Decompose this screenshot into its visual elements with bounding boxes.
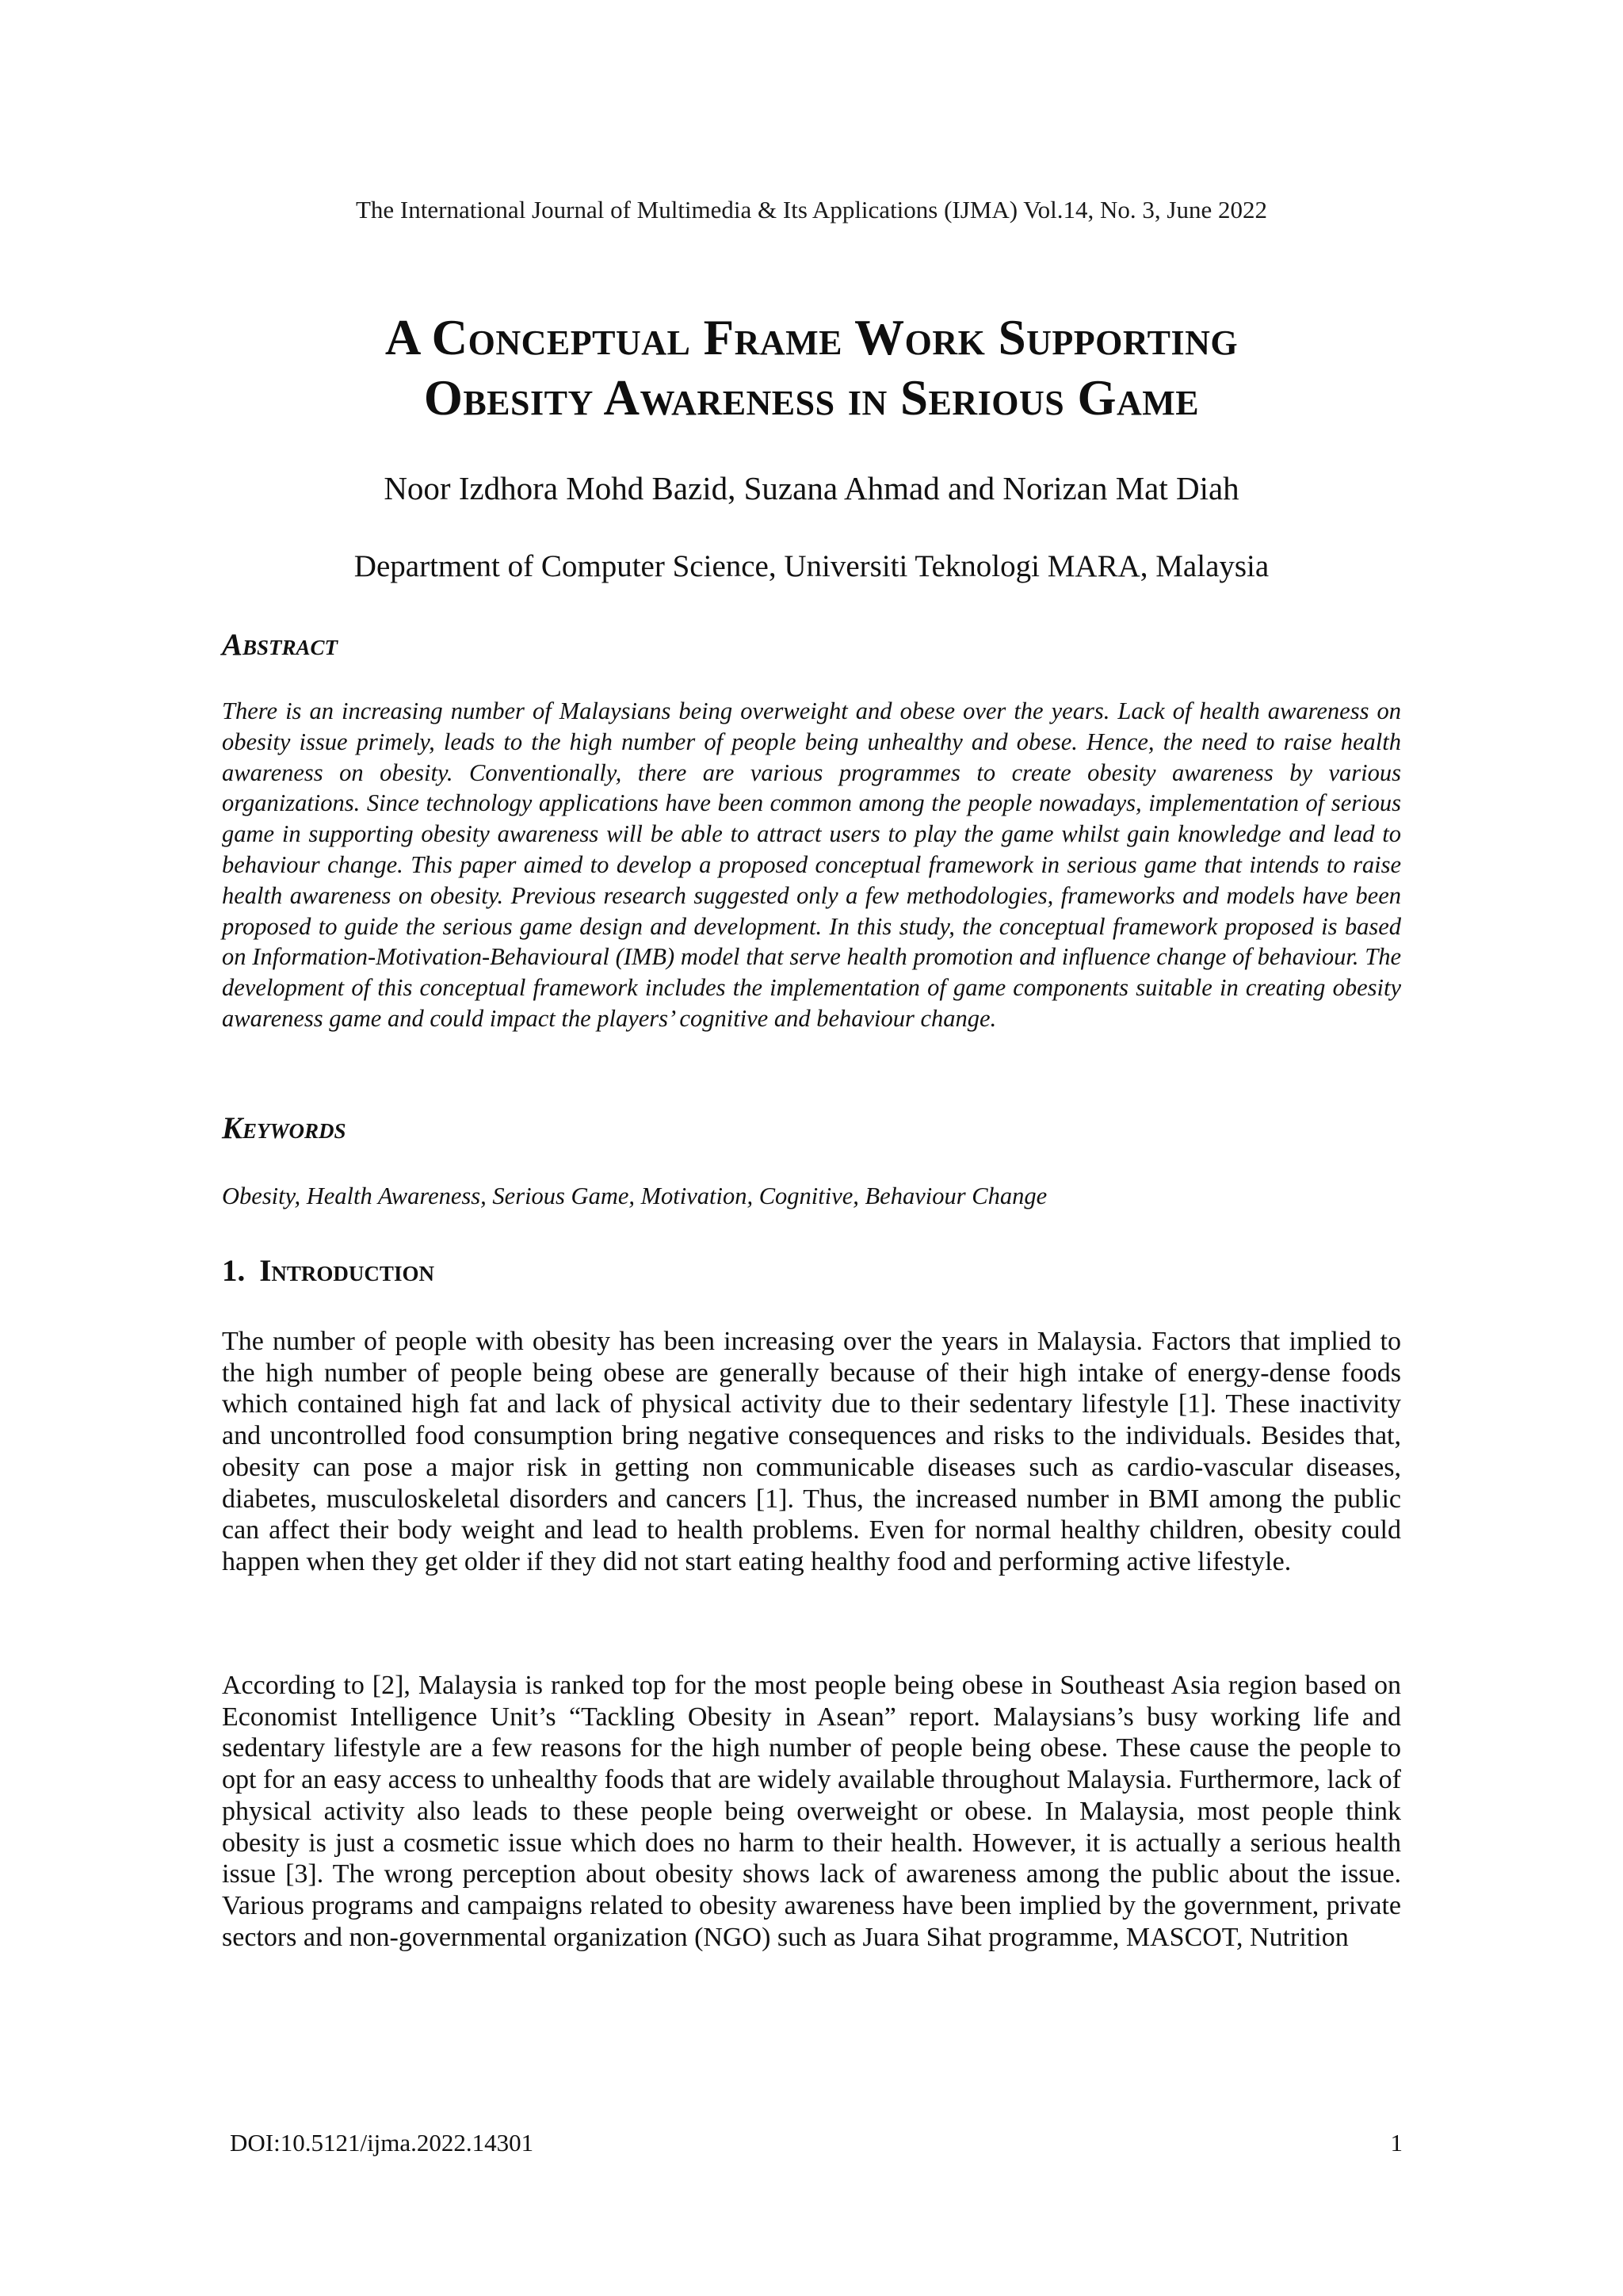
paper-title-line-1: A Conceptual Frame Work Supporting <box>384 310 1239 365</box>
author-list: Noor Izdhora Mohd Bazid, Suzana Ahmad and Norizan Mat Diah <box>384 470 1239 506</box>
author-affiliation: Department of Computer Science, Universiti Teknologi MARA, Malaysia <box>353 549 1270 583</box>
page-number: 1 <box>1390 2129 1403 2157</box>
introduction-paragraph-1: The number of people with obesity has been increasing over the years in Malaysia. Factors that implied to the high number of people being obese are generally because of their high intake of energy-dense foods which contained high fat and lack of physical activity due to their sedentary lifestyle [1]. These inactivity and uncontrolled food consumption bring negative consequences and risks to the individuals. Besides that, obesity can pose a major risk in getting non communicable diseases such as cardio-vascular diseases, diabetes, musculoskeletal disorders and cancers [1]. Thus, the increased number in BMI among the public can affect their body weight and lead to health problems. Even for normal healthy children, obesity could happen when they get older if they did not start eating healthy food and performing active lifestyle. <box>222 1327 1401 1576</box>
paper-title-line-2: Obesity Awareness in Serious Game <box>423 370 1200 426</box>
keywords-text: Obesity, Health Awareness, Serious Game, Motivation, Cognitive, Behaviour Change <box>222 1182 1048 1209</box>
doi-footer: DOI:10.5121/ijma.2022.14301 <box>230 2129 534 2157</box>
section-number: 1. <box>222 1254 246 1288</box>
keywords-heading: Keywords <box>222 1111 346 1145</box>
abstract-heading: Abstract <box>222 628 338 662</box>
running-header: The International Journal of Multimedia & Its Applications (IJMA) Vol.14, No. 3, June 2022 <box>355 196 1267 223</box>
introduction-heading <box>222 1252 434 1290</box>
paper-title <box>0 308 1623 428</box>
introduction-paragraph-2: According to [2], Malaysia is ranked top for the most people being obese in Southeast Asia region based on Economist Intelligence Unit’s “Tackling Obesity in Asean” report. Malaysians’s busy working life and sedentary lifestyle are a few reasons for the high number of people being obese. These cause the people to opt for an easy access to unhealthy foods that are widely available throughout Malaysia. Furthermore, lack of physical activity also leads to these people being overweight or obese. In Malaysia, most people think obesity is just a cosmetic issue which does no harm to their health. However, it is actually a serious health issue [3]. The wrong perception about obesity shows lack of awareness among the public about the issue. Various programs and campaigns related to obesity awareness have been implied by the government, private sectors and non-governmental organization (NGO) such as Juara Sihat programme, MASCOT, Nutrition <box>222 1671 1401 1952</box>
abstract-text: There is an increasing number of Malaysians being overweight and obese over the years. Lack of health awareness on obesity issue primely, leads to the high number of people being unhealthy and obese. Hence, the need to raise health awareness on obesity. Conventionally, there are various programmes to create obesity awareness by various organizations. Since technology applications have been common among the people nowadays, implementation of serious game in supporting obesity awareness will be able to attract users to play the game whilst gain knowledge and lead to behaviour change. This paper aimed to develop a proposed conceptual framework in serious game that intends to raise health awareness on obesity. Previous research suggested only a few methodologies, frameworks and models have been proposed to guide the serious game design and development. In this study, the conceptual framework proposed is based on Information-Motivation-Behavioural (IMB) model that serve health promotion and influence change of behaviour. The development of this conceptual framework includes the implementation of game components suitable in creating obesity awareness game and could impact the players’ cognitive and behaviour change. <box>222 697 1401 1032</box>
section-title: Introduction <box>259 1254 434 1288</box>
